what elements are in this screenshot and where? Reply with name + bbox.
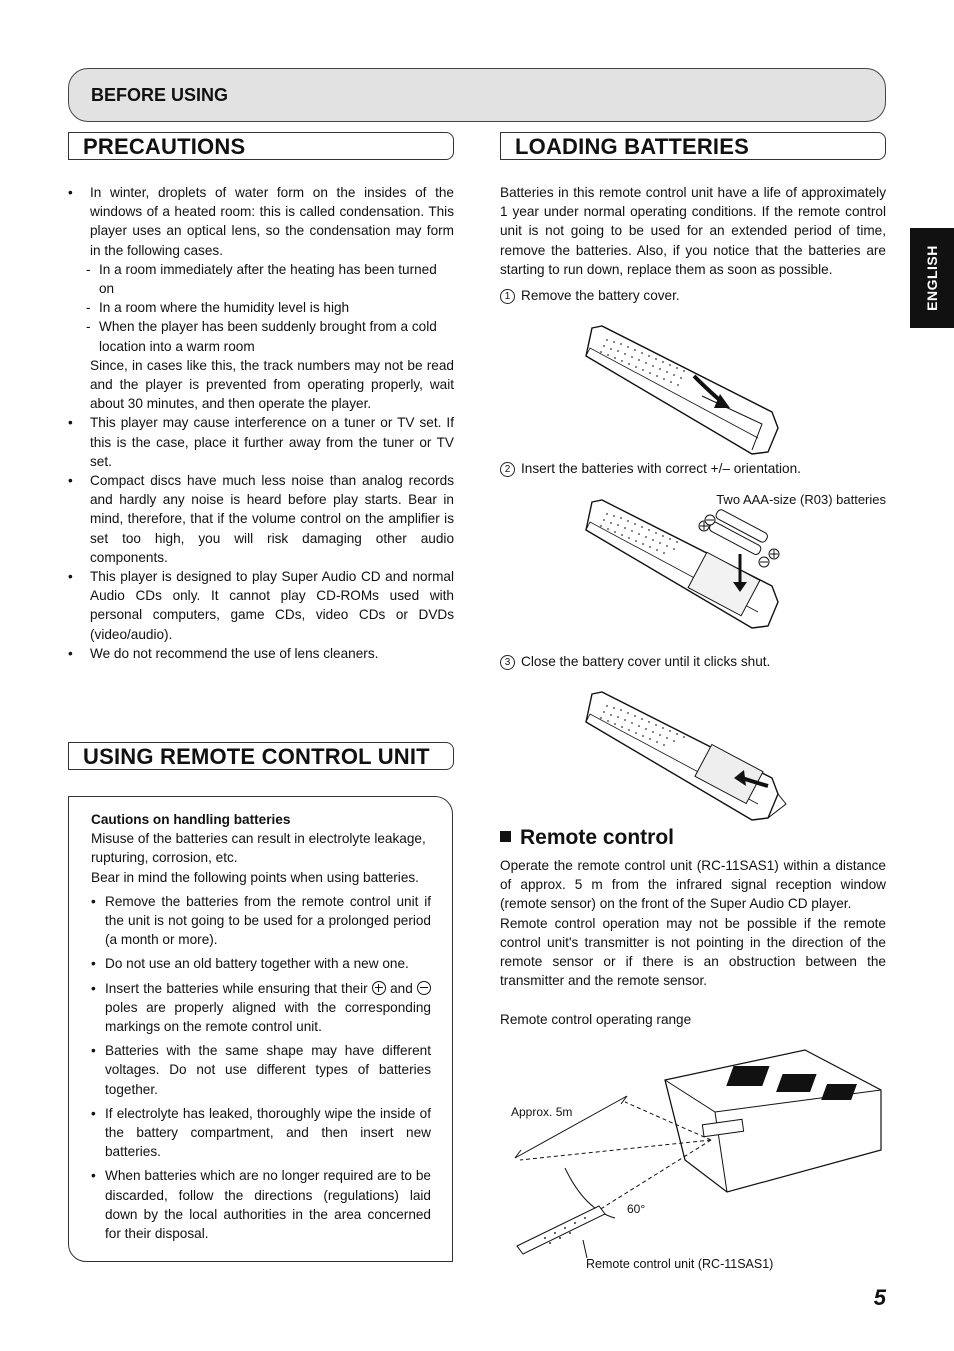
list-item: • This player is designed to play Super Audio CD and normal Audio CDs only. It cannot play CD-ROMs used with personal computers, game CDs, video CDs or DVDs (video/audio). <box>68 567 454 644</box>
loading-intro: Batteries in this remote control unit have a life of approximately 1 year under normal operating conditions. If the remote control unit is not going to be used for an extended period of time, remove the batteries. Also, if you notice that the batteries are starting to run down, replace them as soon as possible. <box>500 185 886 277</box>
loading-title: LOADING BATTERIES <box>515 134 749 159</box>
list-item: • This player may cause interference on a tuner or TV set. If this is the case, place it further away from the tuner or TV set. <box>68 413 454 471</box>
caution-heading: Cautions on handling batteries <box>91 812 291 827</box>
battery-label: Two AAA-size (R03) batteries <box>716 492 886 507</box>
remote-close-cover-illustration <box>582 686 792 826</box>
list-item: • When batteries which are no longer required are to be discarded, follow the directions (regulations) laid down by the local authorities in the area concerned for their disposal. <box>91 1166 431 1243</box>
page-number: 5 <box>873 1285 886 1310</box>
remote-remove-cover-illustration <box>582 320 782 460</box>
operating-range-illustration <box>505 1040 885 1270</box>
list-item: • Remove the batteries from the remote control unit if the unit is not going to be used for a prolonged period (a month or more). <box>91 892 431 950</box>
list-item: • Do not use an old battery together with a new one. <box>91 954 431 973</box>
square-bullet-icon <box>500 831 511 842</box>
precautions-title: PRECAUTIONS <box>83 134 246 159</box>
caution-content <box>91 810 431 1248</box>
remote-unit-label: Remote control unit (RC-11SAS1) <box>586 1257 774 1271</box>
precautions-tail-paragraph: Since, in cases like this, the track numbers may not be read and the player is prevented from operating properly, wait about 30 minutes, and then operate the player. <box>90 357 454 412</box>
precautions-heading-box <box>68 132 454 160</box>
language-tab <box>910 228 954 328</box>
range-caption: Remote control operating range <box>500 1012 692 1027</box>
list-item: - In a room immediately after the heating has been turned on <box>68 260 454 298</box>
angle-label: 60° <box>627 1202 646 1216</box>
remote-unit-title: USING REMOTE CONTROL UNIT <box>83 744 430 769</box>
language-tab-label: ENGLISH <box>924 245 940 311</box>
remote-control-heading: Remote control <box>500 826 674 850</box>
list-item: • If electrolyte has leaked, thoroughly wipe the inside of the battery compartment, and then insert new batteries. <box>91 1104 431 1162</box>
remote-unit-heading-box <box>68 742 454 770</box>
caution-intro-2: Bear in mind the following points when using batteries. <box>91 869 419 885</box>
caution-intro-1: Misuse of the batteries can result in electrolyte leakage, rupturing, corrosion, etc. <box>91 831 426 866</box>
banner-title: BEFORE USING <box>91 85 229 105</box>
section-banner <box>68 68 886 122</box>
list-item: - When the player has been suddenly brought from a cold location into a warm room <box>68 317 454 355</box>
remote-insert-batteries-illustration <box>582 494 787 634</box>
step-2: 2 Insert the batteries with correct +/– orientation. <box>500 461 801 477</box>
step-1: 1 Remove the battery cover. <box>500 288 680 304</box>
list-item: • We do not recommend the use of lens cleaners. <box>68 644 454 663</box>
list-item: • Batteries with the same shape may have different voltages. Do not use different types of batteries together. <box>91 1041 431 1099</box>
list-item: - In a room where the humidity level is high <box>68 298 454 317</box>
precautions-list <box>68 183 454 663</box>
list-item: • In winter, droplets of water form on the insides of the windows of a heated room: this is called condensation. This player uses an optical lens, so the condensation may form in the following cases. <box>68 183 454 260</box>
minus-pole-icon <box>417 981 431 995</box>
step-3: 3 Close the battery cover until it clicks shut. <box>500 654 770 670</box>
plus-pole-icon <box>372 981 386 995</box>
list-item: • Insert the batteries while ensuring that their and poles are properly aligned with the corresponding markings on the remote control unit. <box>91 979 431 1037</box>
loading-heading-box <box>500 132 886 160</box>
remote-control-paragraphs: Operate the remote control unit (RC-11SAS1) within a distance of approx. 5 m from the infrared signal reception window (remote sensor) on the front of the Super Audio CD player. Remote control operation may not be possible if the remote control unit's transmitter is not pointing in the direction of the remote sensor or if there is an obstruction between the transmitter and the remote sensor. <box>500 858 886 989</box>
list-item: • Compact discs have much less noise than analog records and hardly any noise is heard before play starts. Bear in mind, therefore, that if the volume control on the amplifier is set too high, you will risk damaging other audio components. <box>68 471 454 567</box>
approx-distance-label: Approx. 5m <box>511 1105 573 1119</box>
